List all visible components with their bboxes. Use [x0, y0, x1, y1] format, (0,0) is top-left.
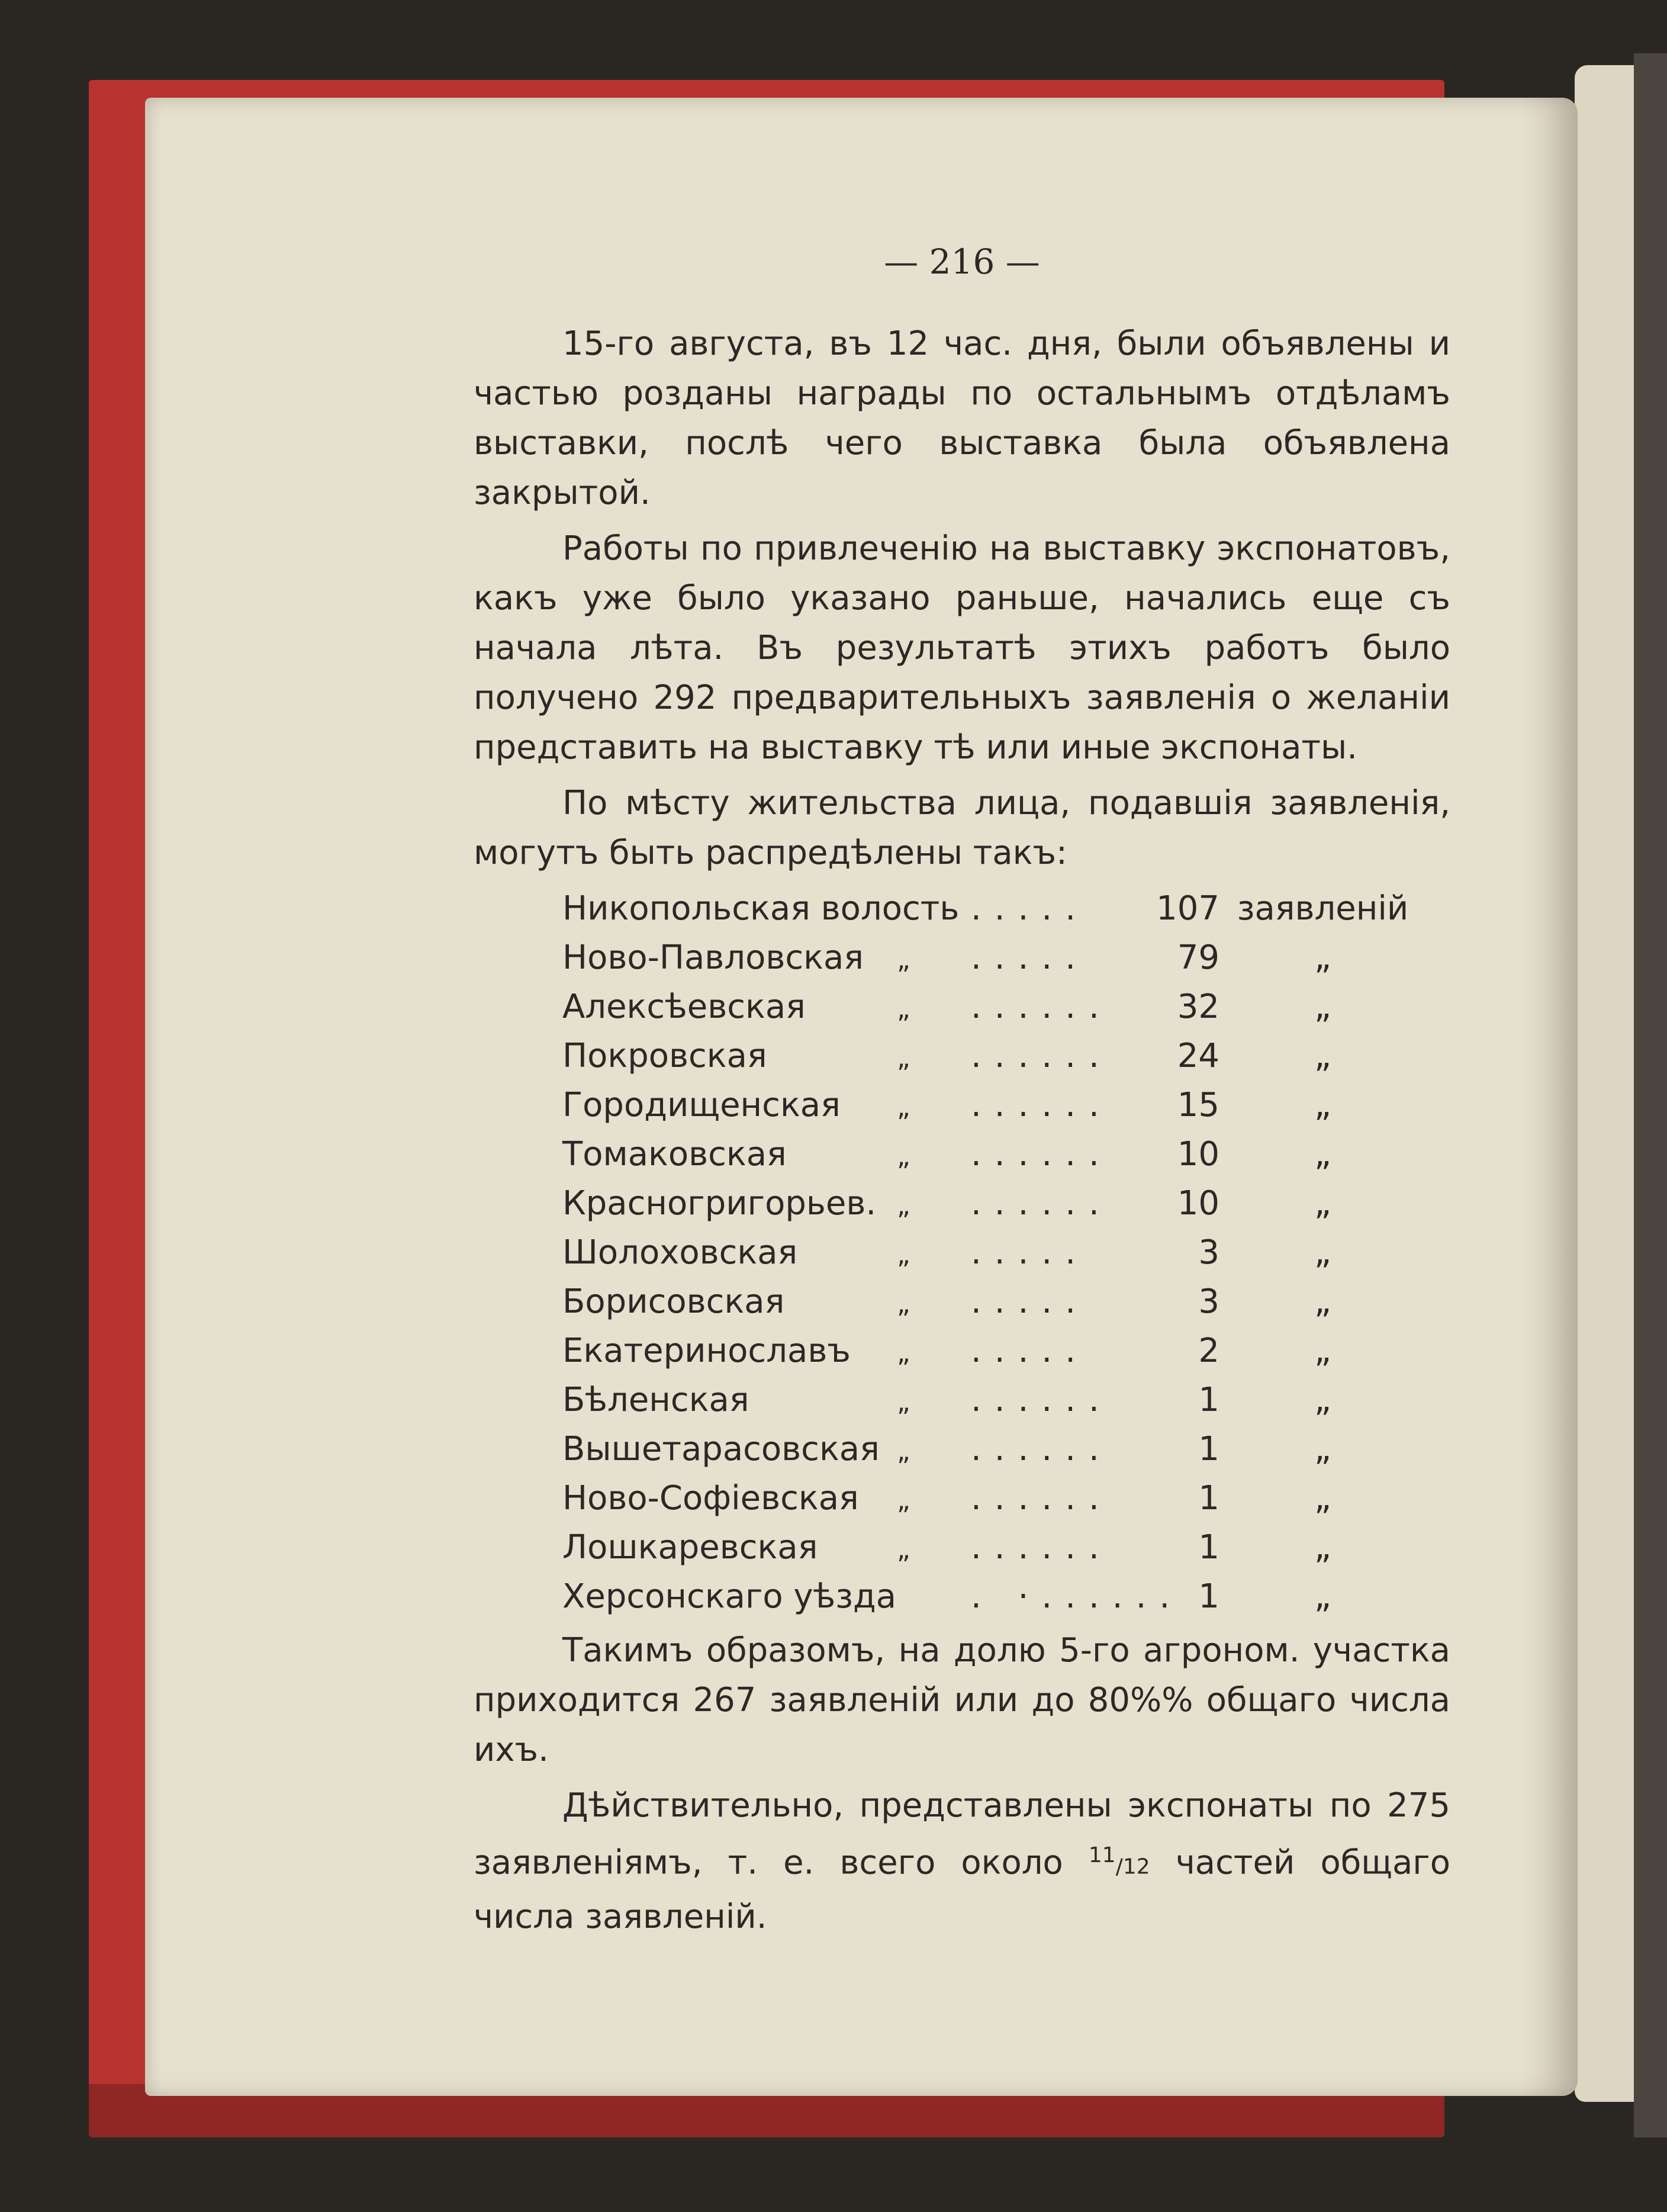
page-text [474, 237, 1450, 1942]
leader-dots: ..... [971, 889, 1089, 928]
application-count: 10 [1177, 1135, 1219, 1173]
unit-label: „ [1314, 1577, 1331, 1616]
leader-dots: ...... [971, 1037, 1112, 1075]
volost-name: Ново-Павловская [562, 938, 864, 977]
volost-name: Вышетарасовская [562, 1430, 880, 1468]
paragraph-final [474, 1781, 1450, 1942]
leader-dots: ..... [971, 1233, 1089, 1272]
volost-name: Херсонскаго уѣзда [562, 1577, 897, 1616]
application-count: 107 [1156, 889, 1219, 928]
leader-dots: ...... [971, 1381, 1112, 1419]
volost-name: Покровская [562, 1037, 767, 1075]
table-row [474, 982, 1450, 1031]
table-row [474, 1375, 1450, 1425]
unit-label: „ [1314, 988, 1331, 1026]
leader-dots: ...... [971, 1479, 1112, 1517]
fraction-numerator: 11 [1088, 1843, 1116, 1867]
table-row [474, 1031, 1450, 1081]
volost-name: Екатеринославъ [562, 1332, 851, 1370]
unit-label: „ [1314, 1135, 1331, 1173]
table-row [474, 1523, 1450, 1572]
final-text-end: частей общаго числа заявленій. [474, 1843, 1450, 1936]
leader-dots: ...... [971, 1086, 1112, 1124]
volost-name: Красногригорьев. [562, 1184, 877, 1223]
leader-dots: . ·...... [971, 1577, 1183, 1616]
unit-label: „ [1314, 1184, 1331, 1223]
table-row [474, 1081, 1450, 1130]
table-row [474, 1326, 1450, 1375]
volost-name: Борисовская [562, 1282, 785, 1321]
table-row [474, 1425, 1450, 1474]
unit-label: „ [1314, 1430, 1331, 1468]
application-count: 3 [1198, 1233, 1219, 1272]
table-row [474, 1130, 1450, 1179]
leader-dots: ...... [971, 1135, 1112, 1173]
volost-name: Никопольская волость [562, 889, 960, 928]
leader-dots: ..... [971, 1282, 1089, 1321]
table-row [474, 1228, 1450, 1277]
application-count: 79 [1177, 938, 1219, 977]
application-count: 1 [1198, 1430, 1219, 1468]
application-count: 1 [1198, 1577, 1219, 1616]
ditto-mark: „ [897, 1387, 910, 1417]
leader-dots: ..... [971, 938, 1089, 977]
volost-name: Ново-Софіевская [562, 1479, 859, 1517]
ditto-mark: „ [897, 1535, 910, 1565]
table-row [474, 1474, 1450, 1523]
paragraph-3: По мѣсту жительства лица, подавшія заявленія, могутъ быть распредѣлены такъ: [474, 784, 1450, 872]
ditto-mark: „ [897, 994, 910, 1024]
unit-label: „ [1314, 1037, 1331, 1075]
ditto-mark: „ [897, 1486, 910, 1516]
table-row [474, 1277, 1450, 1326]
volost-name: Городищенская [562, 1086, 841, 1124]
ditto-mark: „ [897, 1289, 910, 1319]
paragraph-summary: Такимъ образомъ, на долю 5-го агроном. участка приходится 267 заявленій или до 80%% общаго числа ихъ. [474, 1631, 1450, 1769]
ditto-mark: „ [897, 1191, 910, 1221]
unit-label: „ [1314, 1233, 1331, 1272]
unit-label: „ [1314, 1479, 1331, 1517]
application-count: 1 [1198, 1528, 1219, 1567]
ditto-mark: „ [897, 1092, 910, 1123]
ditto-mark: „ [897, 1338, 910, 1368]
application-count: 15 [1177, 1086, 1219, 1124]
unit-label: „ [1314, 1332, 1331, 1370]
ditto-mark: „ [897, 1240, 910, 1270]
distribution-table [474, 884, 1450, 1621]
volost-name: Шолоховская [562, 1233, 798, 1272]
table-row [474, 1572, 1450, 1621]
unit-label: „ [1314, 938, 1331, 977]
leader-dots: ...... [971, 1430, 1112, 1468]
page-number: — 216 — [884, 242, 1040, 282]
unit-label: „ [1314, 1282, 1331, 1321]
paragraph-1: 15-го августа, въ 12 час. дня, были объявлены и частью розданы награды по остальнымъ отдѣламъ выставки, послѣ чего выставка была объявлена закрытой. [474, 324, 1450, 512]
unit-label: „ [1314, 1528, 1331, 1567]
application-count: 2 [1198, 1332, 1219, 1370]
unit-label: „ [1314, 1086, 1331, 1124]
leader-dots: ..... [971, 1332, 1089, 1370]
application-count: 24 [1177, 1037, 1219, 1075]
ditto-mark: „ [897, 945, 910, 975]
unit-label: „ [1314, 1381, 1331, 1419]
table-row [474, 1179, 1450, 1228]
leader-dots: ...... [971, 1184, 1112, 1223]
application-count: 1 [1198, 1381, 1219, 1419]
fraction-denominator: /12 [1115, 1854, 1150, 1879]
paragraph-2: Работы по привлеченію на выставку экспонатовъ, какъ уже было указано раньше, начались еще съ начала лѣта. Въ результатѣ этихъ работъ было получено 292 предварительныхъ заявленія о желаніи представить на выставку тѣ или иные экспонаты. [474, 529, 1450, 767]
ditto-mark: „ [897, 1043, 910, 1073]
application-count: 32 [1177, 988, 1219, 1026]
final-text-start: Дѣйствительно, представлены экспонаты по 275 заявленіямъ, т. е. всего около [474, 1786, 1450, 1882]
table-row [474, 933, 1450, 982]
ditto-mark: „ [897, 1142, 910, 1172]
cloth-binding [1634, 53, 1667, 2137]
volost-name: Томаковская [562, 1135, 787, 1173]
application-count: 10 [1177, 1184, 1219, 1223]
unit-label: заявленій [1237, 889, 1409, 928]
table-row [474, 884, 1450, 933]
application-count: 1 [1198, 1479, 1219, 1517]
application-count: 3 [1198, 1282, 1219, 1321]
page-gutter-shadow [1521, 98, 1578, 2096]
leader-dots: ...... [971, 1528, 1112, 1567]
volost-name: Алексѣевская [562, 988, 806, 1026]
leader-dots: ...... [971, 988, 1112, 1026]
volost-name: Бѣленская [562, 1381, 749, 1419]
ditto-mark: „ [897, 1436, 910, 1467]
volost-name: Лошкаревская [562, 1528, 818, 1567]
